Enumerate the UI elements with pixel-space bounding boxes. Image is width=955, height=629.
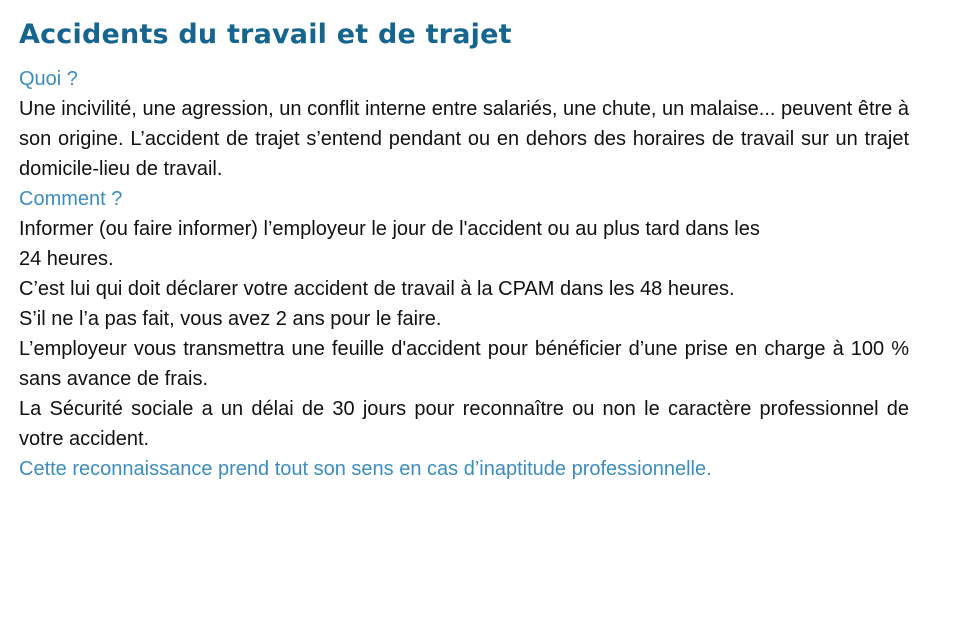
document-body bbox=[19, 64, 909, 484]
comment-paragraph-4: L’employeur vous transmettra une feuille d'accident pour bénéficier d’une prise en charge à 100 % sans avance de frais. bbox=[19, 338, 909, 390]
comment-paragraph-5: La Sécurité sociale a un délai de 30 jours pour reconnaître ou non le caractère professionnel de votre accident. bbox=[19, 398, 909, 450]
document-page bbox=[19, 14, 909, 484]
comment-paragraph-1-line-1: Informer (ou faire informer) l’employeur le jour de l'accident ou au plus tard dans les bbox=[19, 218, 760, 240]
section-text-quoi: Une incivilité, une agression, un conflit interne entre salariés, une chute, un malaise... peuvent être à son origine. L’accident de trajet s’entend pendant ou en dehors des horaires de travail sur un trajet domicile-lieu de travail. bbox=[19, 98, 909, 180]
comment-paragraph-2: C’est lui qui doit déclarer votre accident de travail à la CPAM dans les 48 heures. bbox=[19, 278, 735, 300]
closing-callout: Cette reconnaissance prend tout son sens en cas d’inaptitude professionnelle. bbox=[19, 458, 712, 480]
comment-paragraph-3: S’il ne l’a pas fait, vous avez 2 ans pour le faire. bbox=[19, 308, 442, 330]
section-heading-comment: Comment ? bbox=[19, 188, 123, 210]
comment-paragraph-1-line-2: 24 heures. bbox=[19, 248, 114, 270]
section-heading-quoi: Quoi ? bbox=[19, 68, 78, 90]
page-title: Accidents du travail et de trajet bbox=[19, 19, 512, 50]
